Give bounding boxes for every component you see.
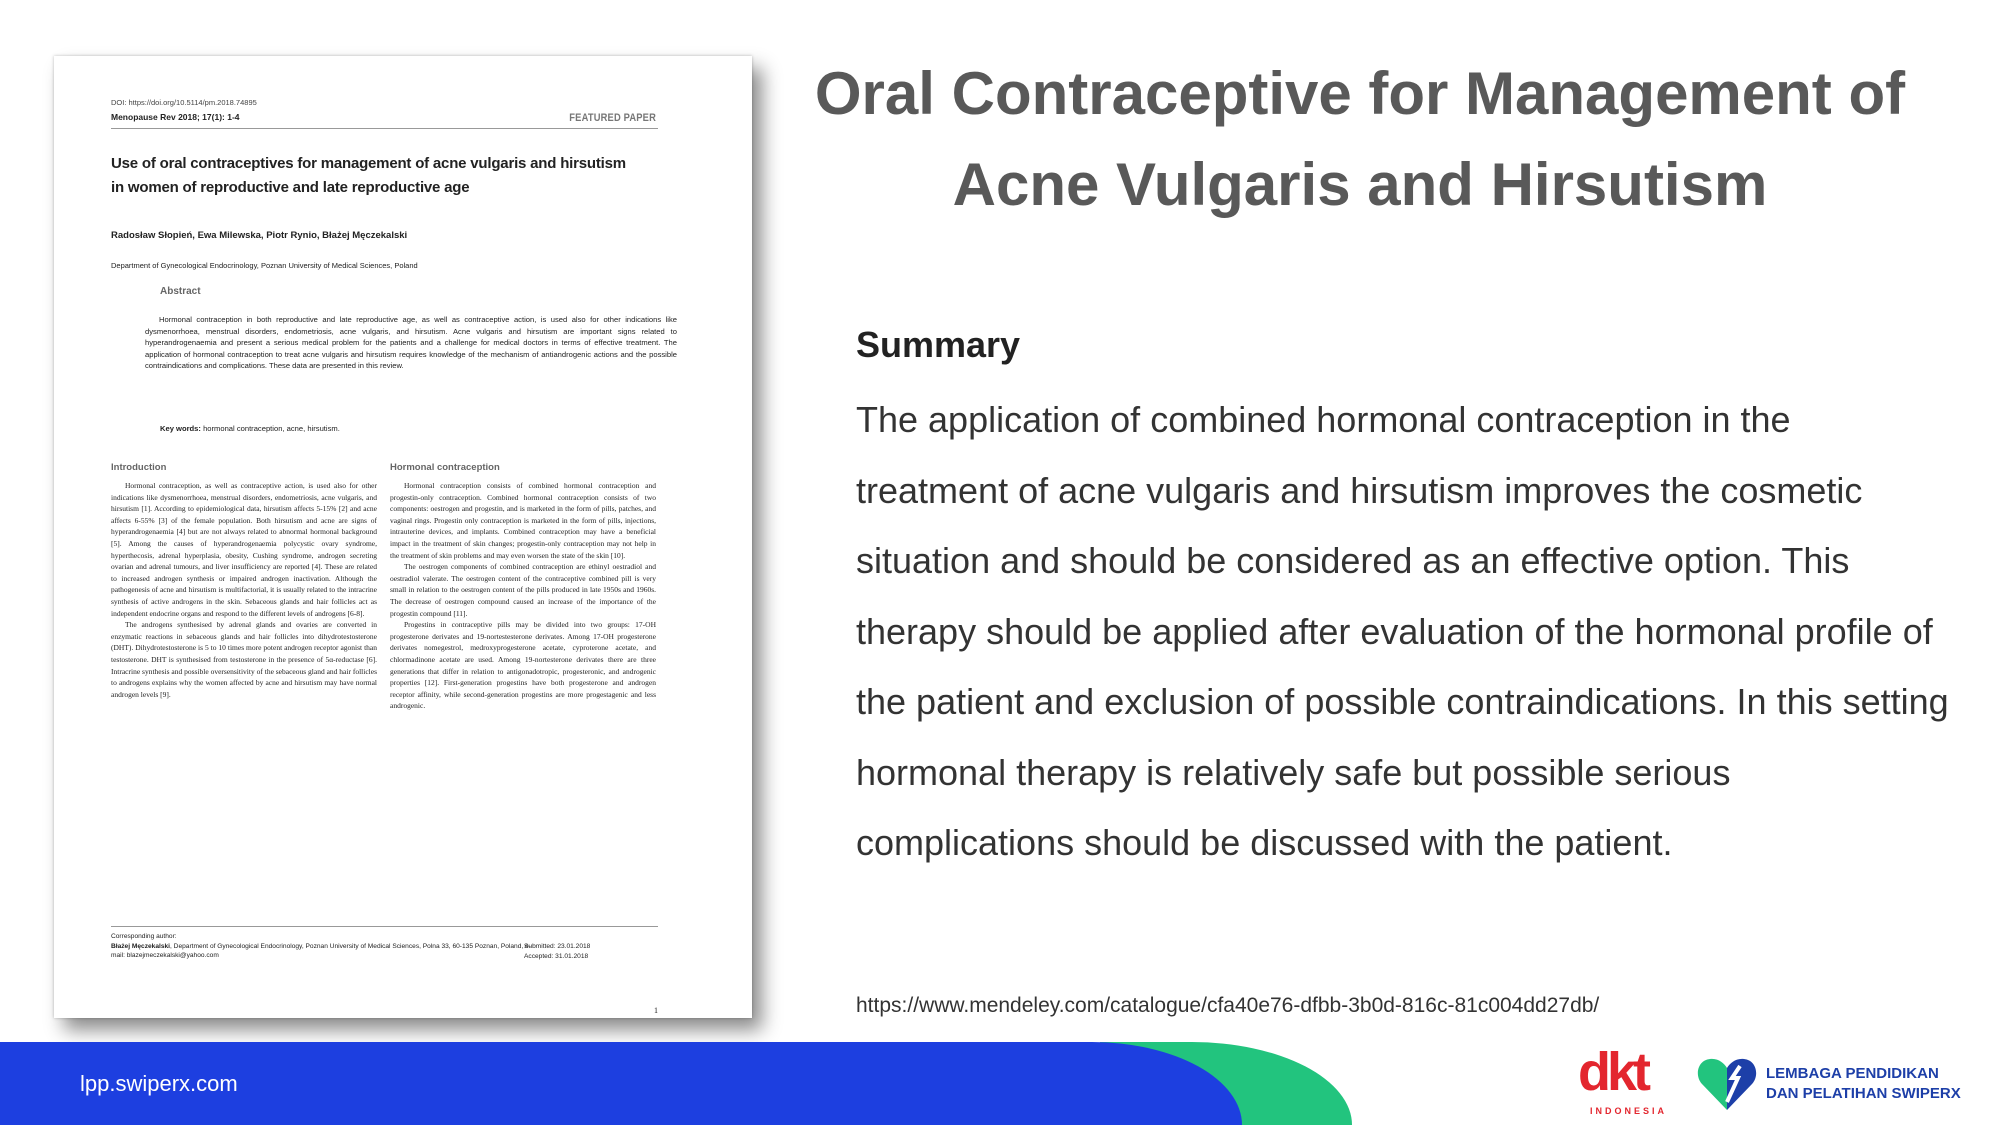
paper-abstract-heading: Abstract [160, 286, 201, 297]
paper-hc-column [390, 480, 656, 712]
summary-heading: Summary [856, 324, 1021, 365]
paper-abstract: Hormonal contraception in both reproductive and late reproductive age, as well as contraceptive action, is used also for other indications like dysmenorrhoea, menstrual disorders, endometriosis, acne vulgaris, and hirsutism. Acne vulgaris and hirsutism are important signs related to hyperandrogenaemia and present a serious medical problem for the patients and a challenge for medical doctors in terms of effective treatment. The application of hormonal contraception to treat acne vulgaris and hirsutism requires knowledge of the mechanism of antiandrogenic actions and the possible contraindications and complications. These data are presented in this review. [145, 315, 677, 371]
paper-intro-column [111, 480, 377, 700]
paper-intro-paragraph: The androgens synthesised by adrenal glands and ovaries are converted in enzymatic reactions in sebaceous glands and hair follicles into dihydrotestosterone (DHT). Dihydrotestosterone is 5 to 10 times more potent androgen receptor agonist than testosterone. DHT is synthesised from testosterone in the presence of 5α-reductase [6]. Intracrine synthesis and possible oversensitivity of the sebaceous gland and hair follicles to androgens explains why the women affected by acne and hirsutism may have normal androgen levels [9]. [111, 620, 377, 699]
swiperx-line-2: DAN PELATIHAN SWIPERX [1766, 1085, 1961, 1102]
paper-doi: DOI: https://doi.org/10.5114/pm.2018.74895 [111, 98, 257, 107]
paper-hc-paragraph: Progestins in contraceptive pills may be divided into two groups: 17-OH progesterone derivates and 19-nortestesterone derivates. Among 17-OH progesterone derivates nomegestrol, medroxyprogesterone acetate, cyproterone acetate, and chlormadinone acetate are used. Among 19-nortesterone derivates there are three generations that differ in relation to antigonadotropic, progesteronic, and androgenic properties [12]. First-generation progestins have both progesterone and androgen receptor affinity, while second-generation progestins are more progestagenic and less androgenic. [390, 620, 656, 711]
swiperx-logo [1696, 1056, 1986, 1116]
paper-corresponding-author [111, 932, 531, 961]
paper-header-rule [111, 128, 658, 129]
paper-keywords-text: hormonal contraception, acne, hirsutism. [203, 424, 340, 433]
paper-keywords [160, 424, 340, 433]
paper-title: Use of oral contraceptives for management of acne vulgaris and hirsutism in women of reproductive and late reproductive age [111, 155, 626, 196]
paper-accepted: Accepted: 31.01.2018 [524, 952, 589, 960]
paper-corr-label: Corresponding author: [111, 933, 177, 940]
paper-hc-heading: Hormonal contraception [390, 462, 500, 473]
paper-featured-label: FEATURED PAPER [569, 112, 656, 124]
heart-icon [1696, 1056, 1758, 1112]
website-url[interactable]: lpp.swiperx.com [80, 1071, 238, 1096]
dkt-logo-text: dkt [1578, 1042, 1647, 1102]
paper-intro-heading: Introduction [111, 462, 167, 473]
dkt-logo [1578, 1042, 1668, 1118]
swiperx-logo-text [1766, 1064, 1961, 1104]
paper-corr-address: , Department of Gynecological Endocrinology, Poznan University of Medical Sciences, Polna 33, 60-135 Poznan, Poland, e-mail: blazejmeczekalski@yahoo.com [111, 942, 531, 960]
paper-footer-rule [111, 926, 658, 927]
paper-page-number: 1 [654, 1006, 658, 1015]
paper-department: Department of Gynecological Endocrinology, Poznan University of Medical Sciences, Poland [111, 261, 418, 270]
paper-hc-paragraph: The oestrogen components of combined contraception are ethinyl oestradiol and oestradiol valerate. The oestrogen content of the contraceptive combined pill is very small in relation to the oestrogen content of the pills produced in late 1950s and 1960s. The decrease of oestrogen compound caused an increase of the importance of the progestin compound [11]. [390, 562, 656, 618]
swiperx-line-1: LEMBAGA PENDIDIKAN [1766, 1065, 1939, 1082]
paper-thumbnail [54, 56, 752, 1018]
paper-dates [524, 942, 590, 961]
paper-authors: Radosław Słopień, Ewa Milewska, Piotr Rynio, Błażej Męczekalski [111, 230, 408, 241]
summary-text: The application of combined hormonal contraception in the treatment of acne vulgaris and hirsutism improves the cosmetic situation and should be considered as an effective option. This therapy should be applied after evaluation of the hormonal profile of the patient and exclusion of possible contraindications. In this setting hormonal therapy is relatively safe but possible serious complications should be discussed with the patient. [856, 399, 1949, 863]
source-link[interactable]: https://www.mendeley.com/catalogue/cfa40e76-dfbb-3b0d-816c-81c004dd27db/ [856, 994, 1600, 1017]
dkt-logo-subtitle: INDONESIA [1590, 1106, 1668, 1116]
paper-submitted: Submitted: 23.01.2018 [524, 943, 591, 950]
slide-title: Oral Contraceptive for Management of Acne Vulgaris and Hirsutism [814, 60, 1906, 218]
paper-intro-paragraph: Hormonal contraception, as well as contraceptive action, is used also for other indications like dysmenorrhoea, menstrual disorders, endometriosis, acne vulgaris, and hirsutism [1]. According to epidemiological data, hirsutism affects 5-15% [2] and acne affects 6-55% [3] of the female population. Both hirsutism and acne are signs of hyperandrogenaemia [4] but are not always related to abnormal hormonal background [5]. Among the causes of hyperandrogenaemia polycystic ovary syndrome, hyperthecosis, adrenal hyperplasia, obesity, Cushing syndrome, androgen secreting ovarian and adrenal tumours, and liver insufficiency are reported [4]. These are related to increased androgen synthesis or impaired androgen inactivation. Although the pathogenesis of acne and hirsutism is multifactorial, it is usually related to the intracrine synthesis of active androgens in the skin. Sebaceous glands and hair follicles act as independent endocrine organs and respond to the different levels of androgens [6-8]. [111, 481, 377, 618]
paper-keywords-label: Key words: [160, 424, 201, 433]
paper-journal: Menopause Rev 2018; 17(1): 1-4 [111, 112, 240, 122]
paper-hc-paragraph: Hormonal contraception consists of combined hormonal contraception and progestin-only contraception. Combined hormonal contraception consists of two components: oestrogen and progestin, and is marketed in the form of pills, patches, and vaginal rings. Progestin only contraception is marketed in the form of pills, injections, intrauterine devices, and implants. Combined contraception may have a beneficial impact in the treatment of skin changes; progestin-only contraception may not help in the treatment of skin problems and may even worsen the state of the skin [10]. [390, 481, 656, 560]
paper-corr-name: Błażej Męczekalski [111, 942, 171, 950]
